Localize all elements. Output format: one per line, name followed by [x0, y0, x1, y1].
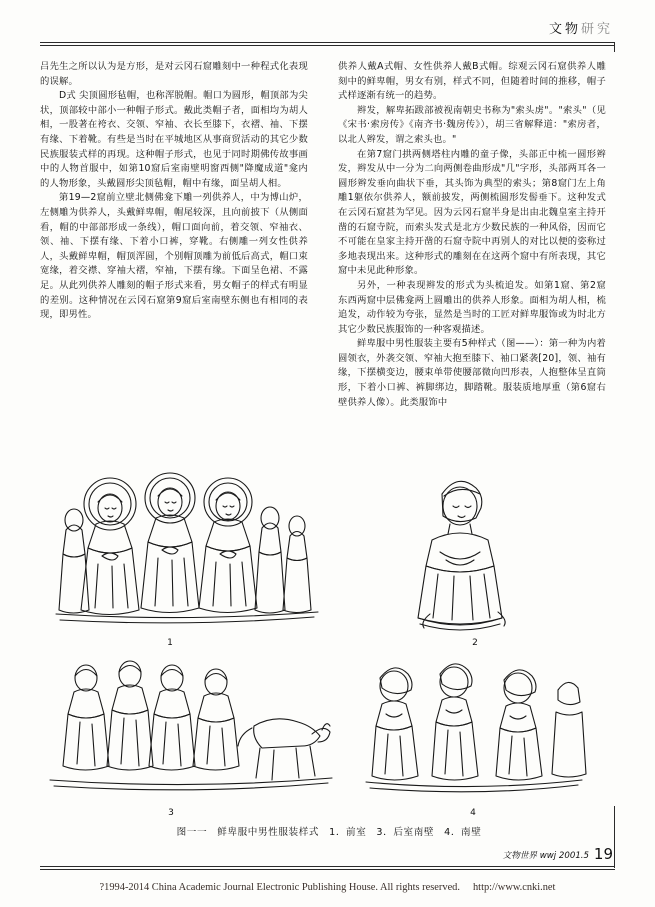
- figure-number: 1: [167, 638, 173, 648]
- header-title: 文物研究: [548, 22, 613, 37]
- figure-caption-main: 鲜卑服中男性服装样式: [217, 827, 320, 838]
- page-number: 19: [593, 845, 613, 863]
- header-divider-2: [40, 45, 615, 46]
- footer-tick: [614, 806, 615, 868]
- header-tick: [614, 42, 615, 52]
- copyright-notice: [0, 882, 655, 893]
- figure-2-drawing: [370, 456, 580, 638]
- figure-number: 4: [470, 808, 476, 818]
- figure-group: [40, 452, 618, 852]
- footer-divider-2: [40, 869, 615, 870]
- footer-journal-name: 文物世界 wwj 2001.5: [502, 851, 589, 861]
- paragraph: 在第7窟门拱两侧塔柱内雕的童子像，头部正中梳一圆形辫发，辫发从中一分为二向两侧卷曲形成"几"字形，头部两耳各一圆形辫发垂向曲状下垂，其头饰为典型的索头；第8窟门左上角雕1躯依尔供养人，额前披发，两侧梳圆形发髻垂下。这种发式在云冈石窟甚为罕见。因为云冈石窟半身是出由北魏皇室主持开凿的石窟寺院，而索头发式是北方少数民族的一种风俗，因而它不可能在皇家主持开凿的石窟寺院中再别人的对比以便的姿称过多地表现出来。这种形式的雕刻在在这两个窟中有所表现，其它窟中未见此种形象。: [338, 148, 606, 277]
- paragraph: 供养人戴A式帽、女性供养人戴B式帽。综观云冈石窟供养人雕刻中的鲜卑帽，男女有别，样式不同，但随着时间的推移，帽子式样逐渐有统一的趋势。: [338, 61, 606, 102]
- copyright-text: ?1994-2014 China Academic Journal Electronic Publishing House. All rights reserved.: [99, 882, 460, 893]
- page-header: [0, 18, 655, 52]
- figure-caption-item-2: 3．后室南壁: [376, 827, 435, 838]
- footer-divider: [40, 866, 615, 867]
- copyright-url: http://www.cnki.net: [472, 882, 556, 893]
- figure-4-drawing: [358, 656, 588, 811]
- figure-caption-prefix: 图一一: [176, 827, 208, 838]
- figure-caption-item-1: 1．前室: [329, 827, 367, 838]
- body-column-right: [338, 60, 606, 410]
- paragraph: 吕先生之所以认为是方形，是对云冈石窟雕刻中一种程式化表现的误解。: [40, 61, 308, 87]
- figure-caption-item-3: 4．南壁: [444, 827, 482, 838]
- figure-3-drawing: [46, 652, 336, 812]
- paragraph: 另外，一种表现辫发的形式为头梳追发。如第1窟、第2窟东西两窟中层佛龛两上圆雕出的供养人形象。面相为胡人相，梳追发，动作较为夸张，显然是当时的工匠对鲜卑服饰或为时北方其它少数民族服饰的一种客观描述。: [338, 279, 606, 335]
- figure-number: 3: [168, 808, 174, 818]
- figure-caption: [40, 824, 618, 838]
- header-divider: [40, 42, 615, 43]
- paragraph: D式 尖顶圆形毡帽，也称浑脱帽。帽口为圆形，帽顶部为尖状，顶部较中部小一种帽子形式。戴此类帽子者，面相均为胡人相，一股著在袴衣、交领、窄袖、衣长至膝下，衣褶、袖、下摆有缘、下着靴。有些是当时在平城地区从事商贸活动的其它少数民族服装式样的再现。这种帽子形式，也见于同时期佛传故事画中的人物首服中，如第10窟后室南壁明窗西侧"降魔成道"龛内的人物形象，头戴圆形尖顶毡帽，帽中有缘，面呈胡人相。: [40, 90, 308, 189]
- paragraph: 第19—2窟前立壁北侧佛龛下雕一列供养人，中为博山炉，左侧雕为供养人，头戴鲜卑帽，帽尾较深，且向前披下（从侧面看，帽的中部部形成一条线），帽口面向前，着交领、窄袖衣、领、袖、下摆有缘、下着小口裤，穿靴。右侧雕一列女性供养人，头戴鲜卑帽，帽顶浑圆，个别帽顶雕为前低后高式，帽口束宽缘，着交襟、穿袖大褶，窄袖，下摆有缘。下面呈色裙、不露足。从此列供养人雕刻的帽子形式来看，男女帽子的样式有明显的差别。这种情况在云冈石窟第9窟后室南壁东侧也有相同的表现，即男性。: [40, 192, 308, 321]
- paragraph: 辫发，解卑拓跋部被视南朝史书称为"索头虏"。"索头"（见《宋书·索房传》《南齐书·魏房传》），胡三省解释道："索房者，以北人辫发，谓之索头也。": [338, 104, 606, 145]
- paragraph: 鲜卑服中男性服装主要有5种样式（图——）：第一种为内着圆领衣，外袭交领、窄袖大抱至膝下、袖口紧袭[20]，领、袖有缘，下摆横变边，腰束单带使腰部微向凹形表，人抱整体呈直筒形，下着小口裤、裤脚绑边，脚踏靴。服装质地厚重（第6窟右壁供养人像）。此类服饰中: [338, 338, 606, 408]
- figure-1-drawing: [50, 452, 325, 637]
- figure-number: 2: [472, 638, 478, 648]
- body-column-left: [40, 60, 308, 323]
